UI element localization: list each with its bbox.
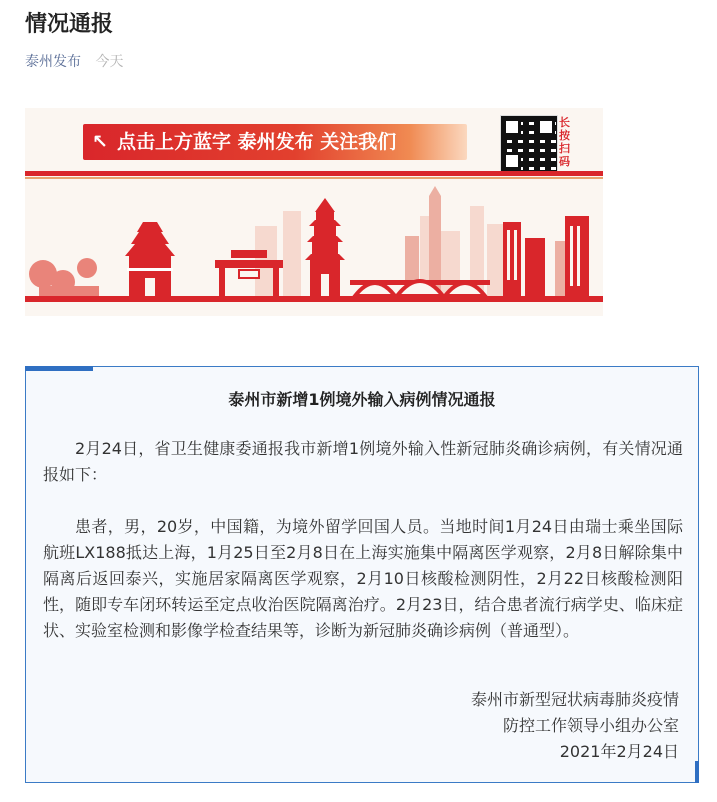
arrow-up-left-icon: ↖ xyxy=(92,131,108,153)
notice-box xyxy=(25,366,699,783)
follow-strip-text: 点击上方蓝字 泰州发布 关注我们 xyxy=(117,131,397,153)
banner-divider xyxy=(25,171,603,176)
city-skyline-illustration xyxy=(25,186,603,316)
notice-heading: 泰州市新增1例境外输入病例情况通报 xyxy=(228,390,496,409)
notice-paragraph-intro: 2月24日，省卫生健康委通报我市新增1例境外输入性新冠肺炎确诊病例，有关情况通报如下： xyxy=(43,439,683,484)
follow-banner-image[interactable] xyxy=(25,108,603,316)
article-meta xyxy=(25,53,123,71)
signature-date: 2021年2月24日 xyxy=(559,742,679,761)
article-title: 情况通报 xyxy=(25,12,114,37)
notice-paragraph-patient: 患者，男，20岁，中国籍，为境外留学回国人员。当地时间1月24日由瑞士乘坐国际航班LX188抵达上海，1月25日至2月8日在上海实施集中隔离医学观察，2月8日解除集中隔离后返回泰兴，实施居家隔离医学观察，2月10日核酸检测阴性，2月22日核酸检测阳性，随即专车闭环转运至定点收治医院隔离治疗。2月23日，结合患者流行病学史、临床症状、实验室检测和影像学检查结果等，诊断为新冠肺炎确诊病例（普通型）。 xyxy=(43,517,683,640)
follow-us-strip xyxy=(83,124,467,160)
signature-issuer-line2: 防控工作领导小组办公室 xyxy=(502,716,679,735)
notice-box-corner xyxy=(695,761,699,783)
qr-code-icon xyxy=(500,115,558,173)
banner-divider-accent xyxy=(25,177,603,179)
source-account-link[interactable]: 泰州发布 xyxy=(25,54,81,70)
signature-issuer-line1: 泰州市新型冠状病毒肺炎疫情 xyxy=(470,690,679,709)
long-press-scan-label: 长按扫码 xyxy=(559,116,570,168)
notice-box-tab xyxy=(25,366,93,371)
publish-date: 今天 xyxy=(95,54,124,70)
